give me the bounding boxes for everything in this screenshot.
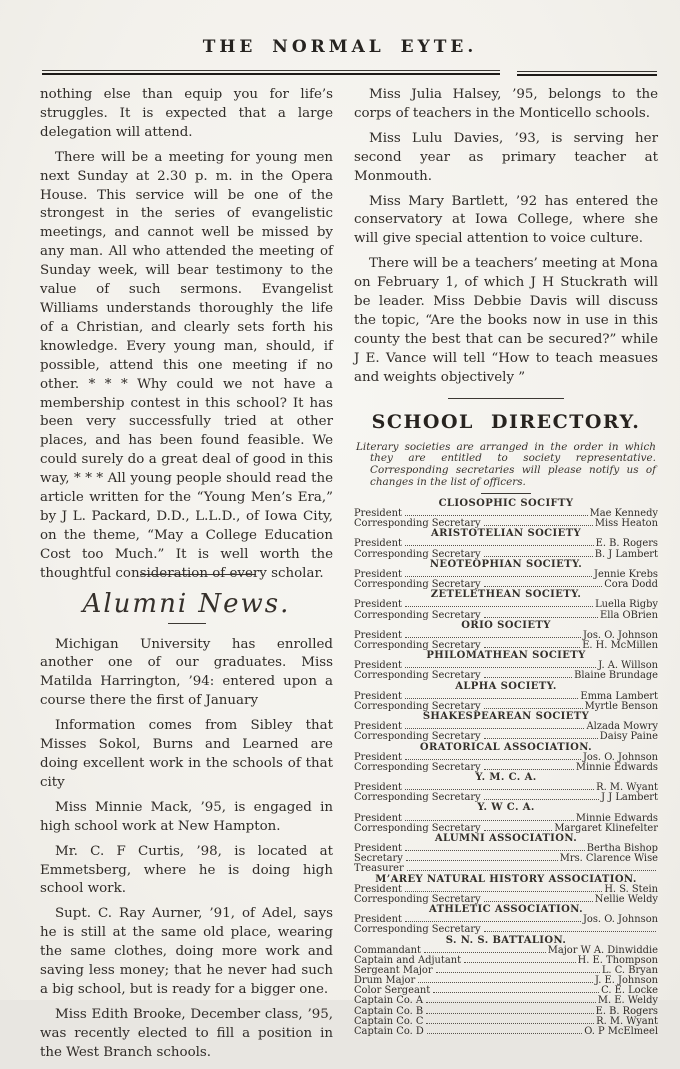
officer-name: R. M. Wyant (596, 782, 658, 794)
note-divider-rule (481, 493, 531, 494)
dotted-leader (484, 799, 600, 800)
society-heading: ARISTOTELIAN SOCIETY (430, 528, 582, 540)
dotted-leader (418, 982, 593, 983)
dotted-leader (405, 667, 596, 668)
officer-name: E. B. Rogers (595, 538, 658, 550)
officer-name: Minnie Edwards (575, 812, 658, 824)
alumni-news-heading: Alumni News. (82, 588, 291, 619)
dotted-leader (484, 525, 593, 526)
dotted-leader (426, 1023, 594, 1024)
officer-row (354, 732, 658, 742)
dotted-leader (484, 901, 593, 902)
paragraph: Miss Lulu Davies, ’93, is serving her second year as primary teacher at Monmouth. (354, 130, 658, 184)
society-heading: ALUMNI ASSOCIATION. (434, 832, 578, 844)
officer-name: Jos. O. Johnson (582, 751, 658, 763)
dotted-leader (405, 545, 594, 546)
dotted-leader (426, 1002, 596, 1003)
paragraph: nothing else than equip you for life’s struggles. It is expected that a large delegation will attend. (40, 87, 333, 140)
officer-row (354, 1027, 658, 1037)
officer-title: Corresponding Secretary (354, 893, 481, 905)
paragraph: Mr. C. F Curtis, ’98, is located at Emmetsberg, where he is doing high school work. (40, 843, 333, 897)
officer-title: Captain Co. D (354, 1025, 424, 1037)
dotted-leader (407, 870, 656, 871)
right-column (354, 86, 658, 1069)
officer-name: Myrtle Benson (584, 700, 658, 712)
officer-name: Blaine Brundage (574, 670, 658, 682)
paragraph: Miss Julia Halsey, ’95, belongs to the corps of teachers in the Monticello schools. (354, 87, 658, 121)
society-heading: M’AREY NATURAL HISTORY ASSOCIATION. (375, 873, 637, 885)
officer-name: Jos. O. Johnson (582, 914, 658, 926)
paragraph: Miss Edith Brooke, December class, ’95, was recently elected to fill a position in the West Branch schools. (40, 1006, 333, 1060)
officer-name: C. E. Locke (601, 985, 658, 997)
school-directory-list (354, 499, 658, 1037)
officer-title: President (354, 690, 402, 702)
dotted-leader (405, 698, 578, 699)
officer-title: Corresponding Secretary (354, 518, 481, 530)
rule-segment-left (42, 70, 500, 75)
paragraph: Michigan University has enrolled another one of our graduates. Miss Matilda Harrington, ’94: entered upon a course there the first of January (40, 636, 333, 709)
officer-title: President (354, 914, 402, 926)
dotted-leader (484, 708, 583, 709)
society-heading: CLIOSOPHIC SOCIFTY (438, 497, 574, 509)
officer-title: Corresponding Secretary (354, 639, 481, 651)
left-column (40, 86, 333, 1069)
society-heading: NEOTEOPHIAN SOCIETY. (429, 558, 583, 570)
officer-title: Corresponding Secretary (354, 609, 481, 621)
society-heading: ZETELETHEAN SOCIETY. (430, 589, 582, 601)
officer-name: Jos. O. Johnson (582, 629, 658, 641)
paragraph: Miss Minnie Mack, ’95, is engaged in high school work at New Hampton. (40, 799, 333, 834)
society-heading: ORATORICAL ASSOCIATION. (419, 741, 593, 753)
dotted-leader (484, 738, 598, 739)
officer-name: E. B. Rogers (595, 1005, 658, 1017)
officer-name: R. M. Wyant (596, 1015, 658, 1027)
dotted-leader (484, 830, 553, 831)
dotted-leader (405, 515, 588, 516)
left-column-paragraphs (40, 86, 333, 584)
officer-name: Bertha Bishop (586, 843, 658, 855)
paragraph: There will be a teachers’ meeting at Mona on February 1, of which J H Stuckrath will be leader. Miss Debbie Davis will discuss the topic, “Are the books now in use in this county the best that can be secured?” while J E. Vance will tell “How to teach measues and weights objectively ” (354, 256, 658, 385)
officer-title: Corresponding Secretary (354, 700, 481, 712)
society-heading: ALPHA SOCIETY. (455, 680, 557, 692)
dotted-leader (464, 962, 576, 963)
dotted-leader (405, 637, 581, 638)
officer-title: President (354, 843, 402, 855)
directory-divider-rule (448, 398, 564, 399)
officer-title: Corresponding Secretary (354, 548, 481, 560)
officer-name: L. C. Bryan (601, 964, 658, 976)
officer-title: Corresponding Secretary (354, 670, 481, 682)
dotted-leader (484, 586, 603, 587)
rule-segment-right (517, 71, 657, 76)
officer-name: Nellie Weldy (594, 893, 658, 905)
masthead-title: THE NORMAL EYTE. (202, 37, 478, 57)
dotted-leader (484, 931, 656, 932)
officer-title: Corresponding Secretary (354, 924, 481, 936)
society-heading: ATHLETIC ASSOCIATION. (428, 904, 584, 916)
society-heading: S. N. S. BATTALION. (445, 934, 567, 946)
officer-title: Commandant (354, 944, 422, 956)
officer-title: President (354, 629, 402, 641)
dotted-leader (484, 677, 572, 678)
dotted-leader (405, 606, 593, 607)
dotted-leader (405, 759, 581, 760)
officer-title: President (354, 883, 402, 895)
officer-name: E. H. McMillen (582, 639, 658, 651)
officer-name: Minnie Edwards (575, 761, 658, 773)
officer-name: J J Lambert (601, 792, 658, 804)
dotted-leader (405, 850, 585, 851)
society-heading: PHILOMATHEAN SOCIETY (426, 650, 586, 662)
officer-name: Jennie Krebs (594, 568, 658, 580)
right-column-paragraphs (354, 86, 658, 388)
officer-title: President (354, 538, 402, 550)
directory-note: Literary societies are arranged in the order in which they are entitled to society representative. Corresponding secretaries will please notify us of changes in the list of officers. (356, 440, 656, 488)
officer-name: O. P McElmeel (584, 1025, 658, 1037)
officer-title: Treasurer (354, 863, 404, 875)
officer-title: Corresponding Secretary (354, 761, 481, 773)
officer-title: Color Sergeant (354, 985, 431, 997)
officer-title: Captain Co. B (354, 1005, 424, 1017)
dotted-leader (433, 992, 599, 993)
dotted-leader (426, 1013, 594, 1014)
school-directory-title: SCHOOL DIRECTORY. (371, 410, 641, 433)
officer-title: President (354, 812, 402, 824)
officer-name: J. A. Willson (598, 660, 658, 672)
officer-title: President (354, 660, 402, 672)
officer-title: President (354, 568, 402, 580)
officer-name: Major W A. Dinwiddie (547, 944, 658, 956)
paragraph: Miss Mary Bartlett, ’92 has entered the conservatory at Iowa College, where she will give special attention to voice culture. (354, 193, 658, 247)
officer-title: Corresponding Secretary (354, 792, 481, 804)
officer-title: Sergeant Major (354, 964, 433, 976)
dotted-leader (424, 952, 546, 953)
officer-title: President (354, 599, 402, 611)
officer-name: Alzada Mowry (586, 721, 658, 733)
officer-title: Corresponding Secretary (354, 579, 481, 591)
officer-name: Margaret Klinefelter (554, 822, 658, 834)
officer-title: Corresponding Secretary (354, 731, 481, 743)
officer-title: Captain and Adjutant (354, 954, 462, 966)
officer-name: J. E. Johnson (595, 975, 658, 987)
officer-name: Daisy Paine (599, 731, 658, 743)
officer-title: Secretary (354, 853, 403, 865)
officer-name: Cora Dodd (604, 579, 658, 591)
society-heading: ORIO SOCIETY (461, 619, 551, 631)
officer-title: President (354, 507, 402, 519)
dotted-leader (406, 860, 558, 861)
officer-title: Corresponding Secretary (354, 822, 481, 834)
officer-name: Emma Lambert (580, 690, 658, 702)
alumni-news-paragraphs (40, 636, 333, 1063)
dotted-leader (484, 647, 581, 648)
dotted-leader (484, 556, 593, 557)
dotted-leader (484, 617, 598, 618)
officer-name: M. E. Weldy (597, 995, 658, 1007)
officer-title: Captain Co. C (354, 1015, 424, 1027)
text-columns (40, 86, 658, 1069)
dotted-leader (405, 728, 585, 729)
alumni-heading-underline (168, 623, 206, 624)
paragraph: Information comes from Sibley that Misses Sokol, Burns and Learned are doing excellent work in the schools of that city (40, 718, 333, 790)
officer-name: Mae Kennedy (589, 507, 658, 519)
officer-row (354, 600, 658, 610)
society-heading: Y. M. C. A. (475, 772, 537, 783)
officer-title: Captain Co. A (354, 995, 424, 1007)
officer-name: Miss Heaton (594, 518, 658, 530)
society-heading: SHAKESPEAREAN SOCIETY (422, 711, 590, 723)
officer-title: President (354, 721, 402, 733)
paragraph: Supt. C. Ray Aurner, ’91, of Adel, says he is still at the same old place, wearing the same clothes, doing more work and saving less money; that he never had such a big school, but is ready for a bigger one. (40, 906, 333, 997)
masthead-double-rule (42, 70, 657, 76)
officer-row (354, 925, 658, 935)
officer-name: Ella OBrien (600, 609, 658, 621)
officer-title: Drum Major (354, 975, 416, 987)
dotted-leader (484, 769, 574, 770)
officer-name: H. S. Stein (604, 883, 658, 895)
officer-name: B. J Lambert (594, 548, 658, 560)
dotted-leader (405, 820, 574, 821)
dotted-leader (427, 1033, 582, 1034)
officer-title: President (354, 751, 402, 763)
society-heading: Y. W C. A. (477, 802, 535, 814)
dotted-leader (405, 789, 594, 790)
paragraph: There will be a meeting for young men next Sunday at 2.30 p. m. in the Opera House. This service will be one of the strongest in the series of evangelistic meetings, and cannot well be missed by any man. All who attended the meeting of Sunday week, will bear testimony to the value of such sermons. Evangelist Williams understands thoroughly the life of a Christian, and clearly sets forth his knowledge. Every young man, should, if possible, attend this one meeting if no other. * * * Why could we not have a membership contest in this school? It has been very successfully tried at other places, and has been found feasible. We could surely do a great deal of good in this way, * * * All young people should read the article written for the “Young Men’s Era,” by J L. Packard, D.D., L.L.D., of Iowa City, on the theme, “May a College Education Cost too Much.” It is well worth the thoughtful consideration of every scholar. (40, 149, 333, 581)
dotted-leader (436, 972, 600, 973)
dotted-leader (405, 576, 592, 577)
dotted-leader (405, 891, 602, 892)
officer-title: President (354, 782, 402, 794)
officer-name: H. E. Thompson (577, 954, 658, 966)
officer-name: Luella Rigby (595, 599, 658, 611)
officer-name: Mrs. Clarence Wise (559, 853, 658, 865)
dotted-leader (405, 921, 581, 922)
